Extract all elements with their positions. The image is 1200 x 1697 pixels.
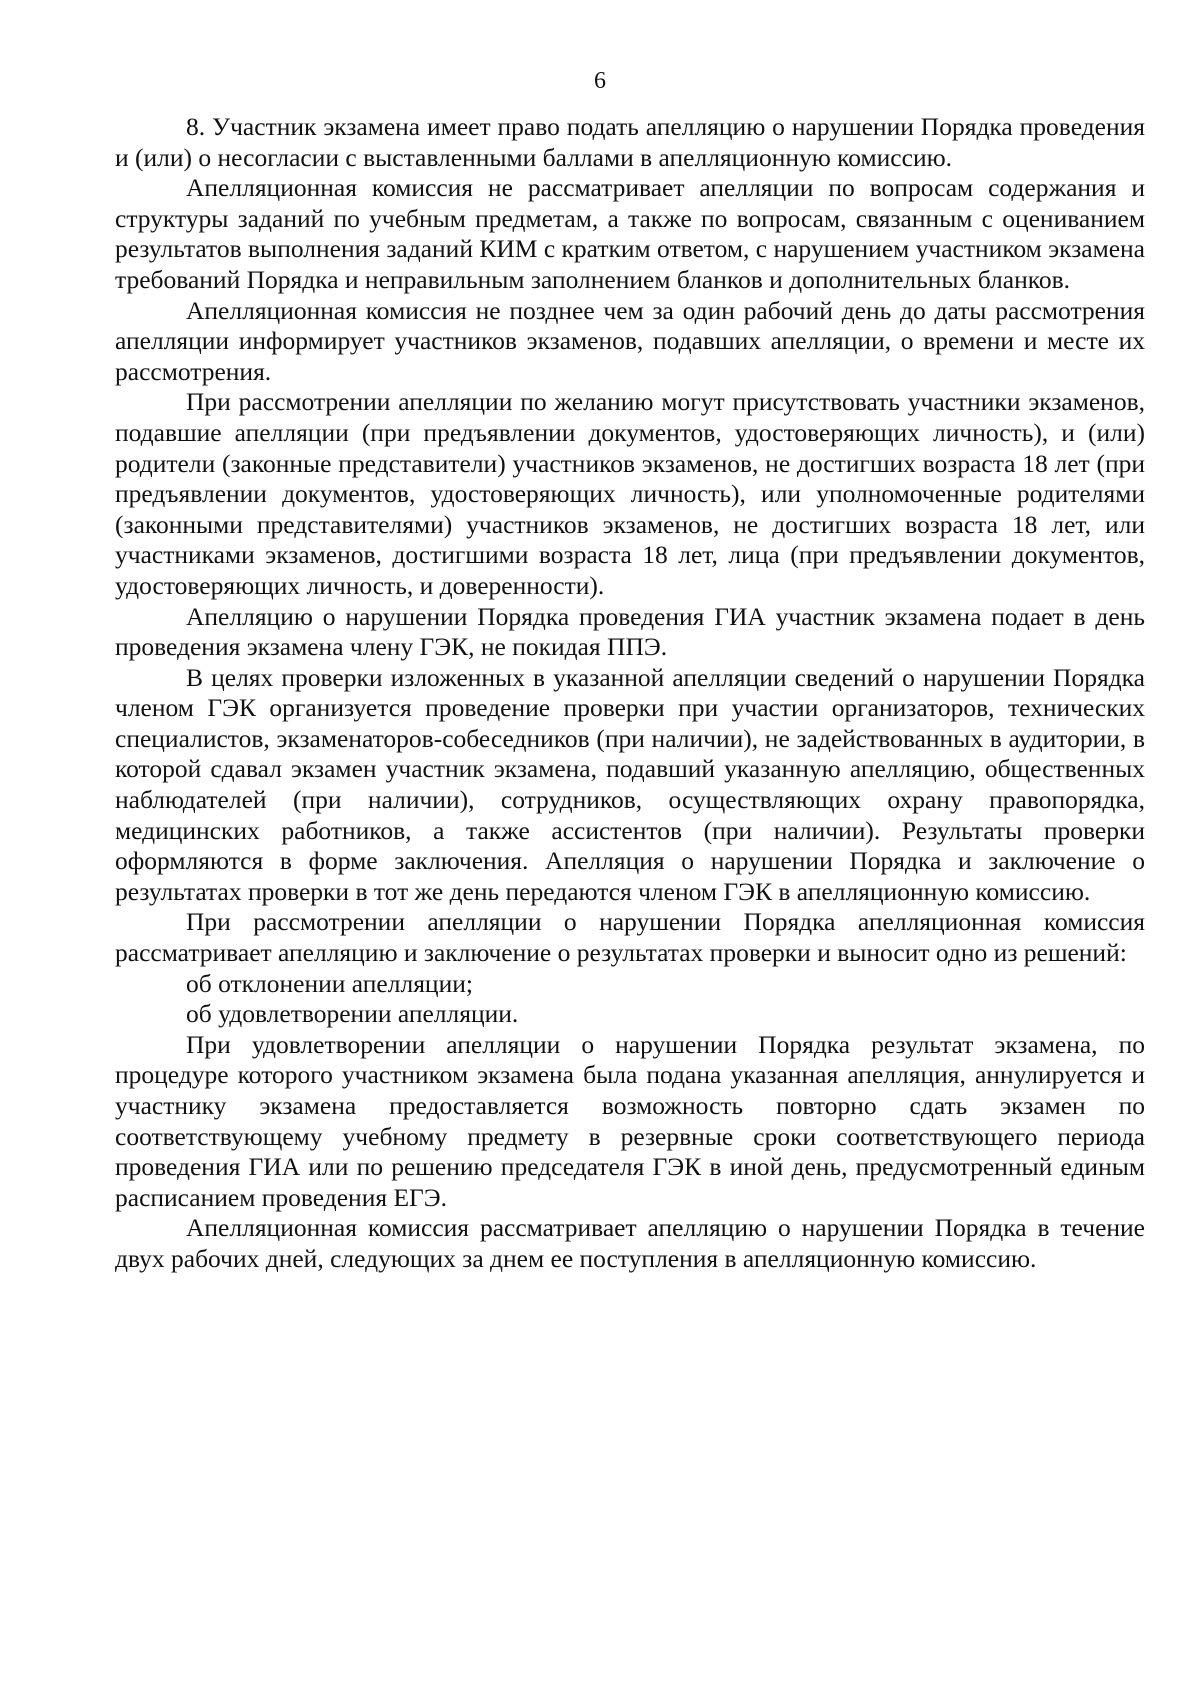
decision-option-satisfy: об удовлетворении апелляции.: [186, 999, 519, 1029]
paragraph-5: Апелляцию о нарушении Порядка проведения ГИА участник экзамена подает в день проведения экзамена члену ГЭК, не покидая ППЭ.: [115, 601, 1145, 662]
paragraph-2: Апелляционная комиссия не рассматривает апелляции по вопросам содержания и структуры заданий по учебным предметам, а также по вопросам, связанным с оцениванием результатов выполнения заданий КИМ с кратким ответом, с нарушением участником экзамена требований Порядка и неправильным заполнением бланков и дополнительных бланков.: [115, 173, 1145, 294]
paragraph-3: Апелляционная комиссия не позднее чем за один рабочий день до даты рассмотрения апелляции информирует участников экзаменов, подавших апелляции, о времени и месте их рассмотрения.: [115, 295, 1145, 386]
paragraph-4: При рассмотрении апелляции по желанию могут присутствовать участники экзаменов, подавшие апелляции (при предъявлении документов, удостоверяющих личность), и (или) родители (законные представители) участников экзаменов, не достигших возраста 18 лет (при предъявлении документов, удостоверяющих личность), или уполномоченные родителями (законными представителями) участников экзаменов, не достигших возраста 18 лет, или участниками экзаменов, достигшими возраста 18 лет, лица (при предъявлении документов, удостоверяющих личность, и доверенности).: [115, 387, 1145, 600]
decision-option-reject: об отклонении апелляции;: [186, 968, 473, 998]
paragraph-7: При рассмотрении апелляции о нарушении Порядка апелляционная комиссия рассматривает апелляцию и заключение о результатах проверки и выносит одно из решений:: [115, 907, 1145, 968]
document-body: [115, 112, 1145, 1275]
page-number: 6: [594, 68, 606, 94]
paragraph-11: Апелляционная комиссия рассматривает апелляцию о нарушении Порядка в течение двух рабочих дней, следующих за днем ее поступления в апелляционную комиссию.: [115, 1213, 1145, 1273]
paragraph-6: В целях проверки изложенных в указанной апелляции сведений о нарушении Порядка членом ГЭК организуется проведение проверки при участии организаторов, технических специалистов, экзаменаторов-собеседников (при наличии), не задействованных в аудитории, в которой сдавал экзамен участник экзамена, подавший указанную апелляцию, общественных наблюдателей (при наличии), сотрудников, осуществляющих охрану правопорядка, медицинских работников, а также ассистентов (при наличии). Результаты проверки оформляются в форме заключения. Апелляция о нарушении Порядка и заключение о результатах проверки в тот же день передаются членом ГЭК в апелляционную комиссию.: [115, 662, 1145, 906]
paragraph-1: 8. Участник экзамена имеет право подать апелляцию о нарушении Порядка проведения и (или) о несогласии с выставленными баллами в апелляционную комиссию.: [115, 112, 1145, 172]
paragraph-10: При удовлетворении апелляции о нарушении Порядка результат экзамена, по процедуре которого участником экзамена была подана указанная апелляция, аннулируется и участнику экзамена предоставляется возможность повторно сдать экзамен по соответствующему учебному предмету в резервные сроки соответствующего периода проведения ГИА или по решению председателя ГЭК в иной день, предусмотренный единым расписанием проведения ЕГЭ.: [115, 1029, 1145, 1212]
